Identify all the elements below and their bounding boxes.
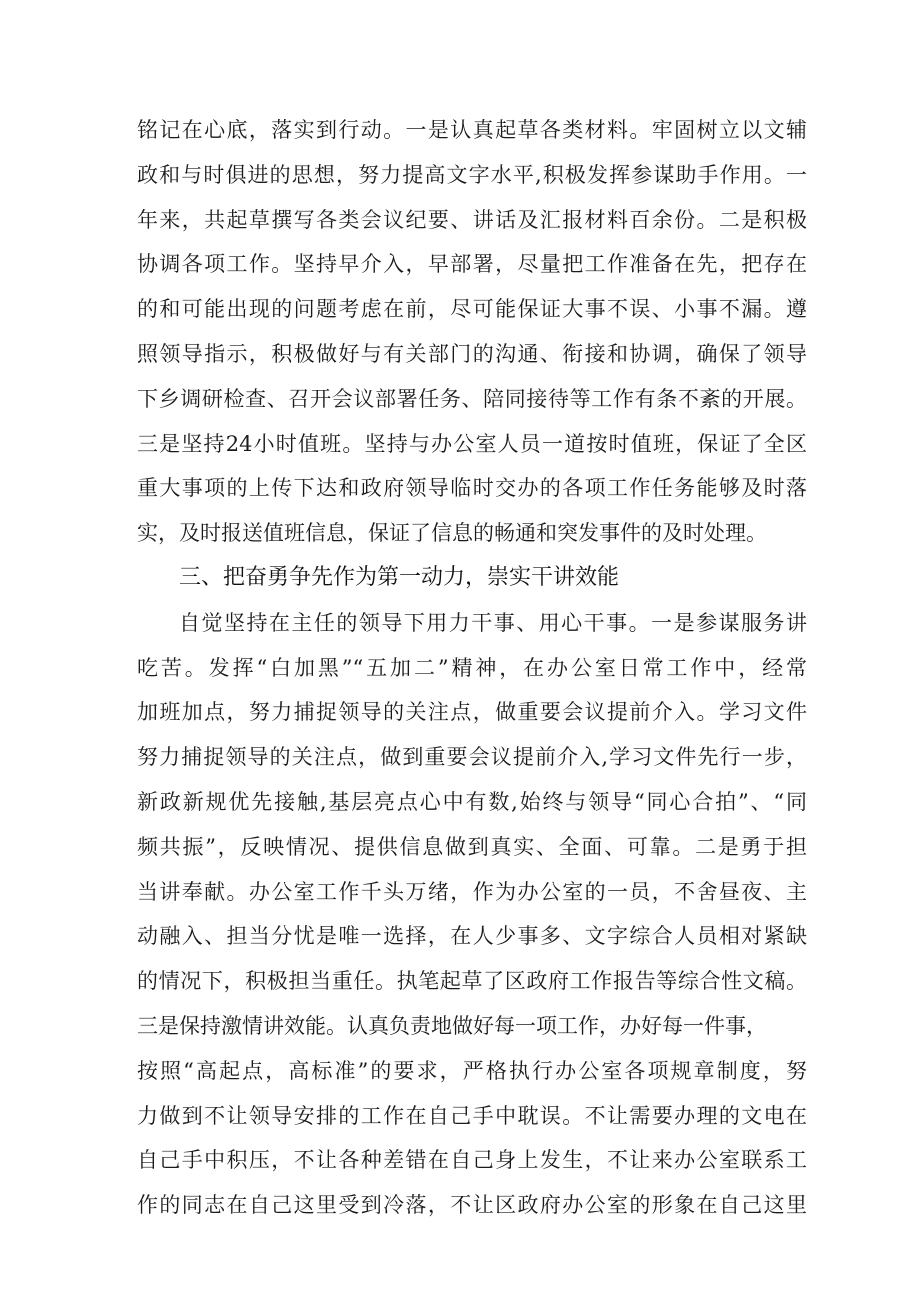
text-line: 自觉坚持在主任的领导下用力干事、用心干事。一是参谋服务讲	[179, 610, 807, 635]
text-line: 努力捕捉领导的关注点，做到重要会议提前介入,学习文件先行一步，	[137, 745, 807, 770]
text-line: 协调各项工作。坚持早介入，早部署，尽量把工作准备在先，把存在	[137, 252, 807, 277]
text-line: 照领导指示，积极做好与有关部门的沟通、衔接和协调，确保了领导	[137, 341, 807, 366]
text-line: 三是坚持24小时值班。坚持与办公室人员一道按时值班，保证了全区	[137, 431, 807, 456]
text-line: 新政新规优先接触,基层亮点心中有数,始终与领导“同心合拍”、“同	[137, 789, 807, 814]
document-body	[137, 108, 807, 1228]
text-line: 加班加点，努力捕捉领导的关注点，做重要会议提前介入。学习文件	[137, 700, 807, 725]
text-line: 作的同志在自己这里受到冷落，不让区政府办公室的形象在自己这里	[137, 1193, 807, 1218]
text-line: 重大事项的上传下达和政府领导临时交办的各项工作任务能够及时落	[137, 476, 807, 501]
text-line: 吃苦。发挥“白加黑”“五加二”精神，在办公室日常工作中，经常	[137, 655, 807, 680]
text-line: 动融入、担当分忧是唯一选择，在人少事多、文字综合人员相对紧缺	[137, 924, 807, 949]
paragraph-1	[137, 108, 807, 556]
paragraph-2	[137, 601, 807, 1228]
text-line: 的情况下，积极担当重任。执笔起草了区政府工作报告等综合性文稿。	[137, 969, 807, 994]
text-line: 下乡调研检查、召开会议部署任务、陪同接待等工作有条不紊的开展。	[137, 386, 807, 411]
text-line: 自己手中积压，不让各种差错在自己身上发生，不让来办公室联系工	[137, 1148, 807, 1173]
text-line: 的和可能出现的问题考虑在前，尽可能保证大事不误、小事不漏。遵	[137, 297, 807, 322]
text-line: 年来，共起草撰写各类会议纪要、讲话及汇报材料百余份。二是积极	[137, 207, 807, 232]
text-line: 政和与时俱进的思想，努力提高文字水平,积极发挥参谋助手作用。一	[137, 162, 807, 187]
text-line: 频共振”，反映情况、提供信息做到真实、全面、可靠。二是勇于担	[137, 834, 807, 859]
text-line: 实，及时报送值班信息，保证了信息的畅通和突发事件的及时处理。	[137, 521, 767, 546]
text-line: 按照“高起点，高标准”的要求，严格执行办公室各项规章制度，努	[137, 1058, 807, 1083]
text-line: 当讲奉献。办公室工作千头万绪，作为办公室的一员，不舍昼夜、主	[137, 879, 807, 904]
text-line: 铭记在心底，落实到行动。一是认真起草各类材料。牢固树立以文辅	[137, 118, 807, 142]
text-line: 三是保持激情讲效能。认真负责地做好每一项工作，办好每一件事，	[137, 1013, 767, 1038]
section-heading: 三、把奋勇争先作为第一动力，崇实干讲效能	[179, 564, 620, 590]
text-line: 力做到不让领导安排的工作在自己手中耽误。不让需要办理的文电在	[137, 1103, 807, 1128]
